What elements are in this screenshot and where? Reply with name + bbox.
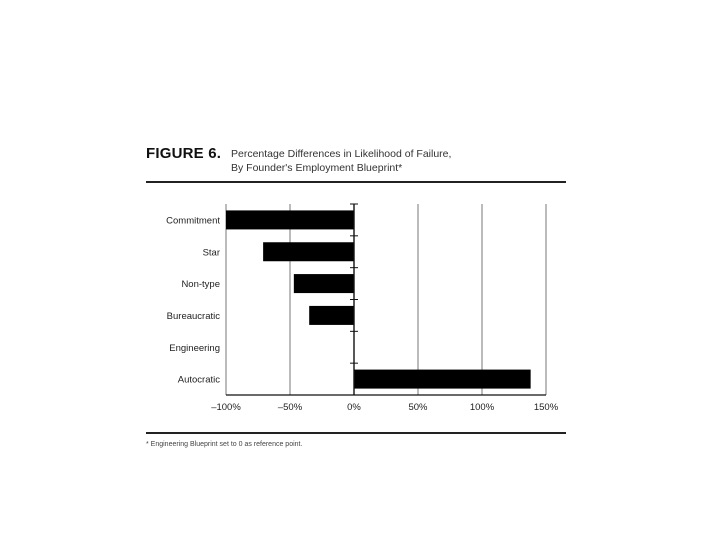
bar-commitment	[226, 210, 354, 229]
category-label: Autocratic	[177, 374, 220, 386]
figure-title-line-2: By Founder's Employment Blueprint*	[231, 162, 403, 174]
bottom-rule	[146, 432, 566, 434]
x-tick-label: 100%	[469, 402, 495, 413]
footnote: * Engineering Blueprint set to 0 as reference point.	[146, 441, 303, 448]
x-tick-label: 150%	[533, 402, 559, 413]
x-tick-label: 50%	[408, 402, 428, 413]
category-label: Bureaucratic	[166, 310, 220, 322]
category-label: Star	[202, 247, 220, 259]
figure-title-line-1: Percentage Differences in Likelihood of Failure,	[231, 148, 452, 160]
category-label: Commitment	[166, 215, 220, 227]
figure-label: FIGURE 6.	[146, 145, 222, 162]
bar-autocratic	[354, 370, 531, 389]
x-tick-label: –50%	[277, 402, 303, 413]
bar-bureaucratic	[309, 306, 354, 325]
bar-non-type	[294, 274, 354, 293]
x-tick-label: –100%	[211, 402, 241, 413]
bar-star	[263, 242, 354, 261]
category-label: Engineering	[169, 342, 220, 354]
category-label: Non-type	[181, 279, 220, 291]
x-tick-label: 0%	[347, 402, 361, 413]
